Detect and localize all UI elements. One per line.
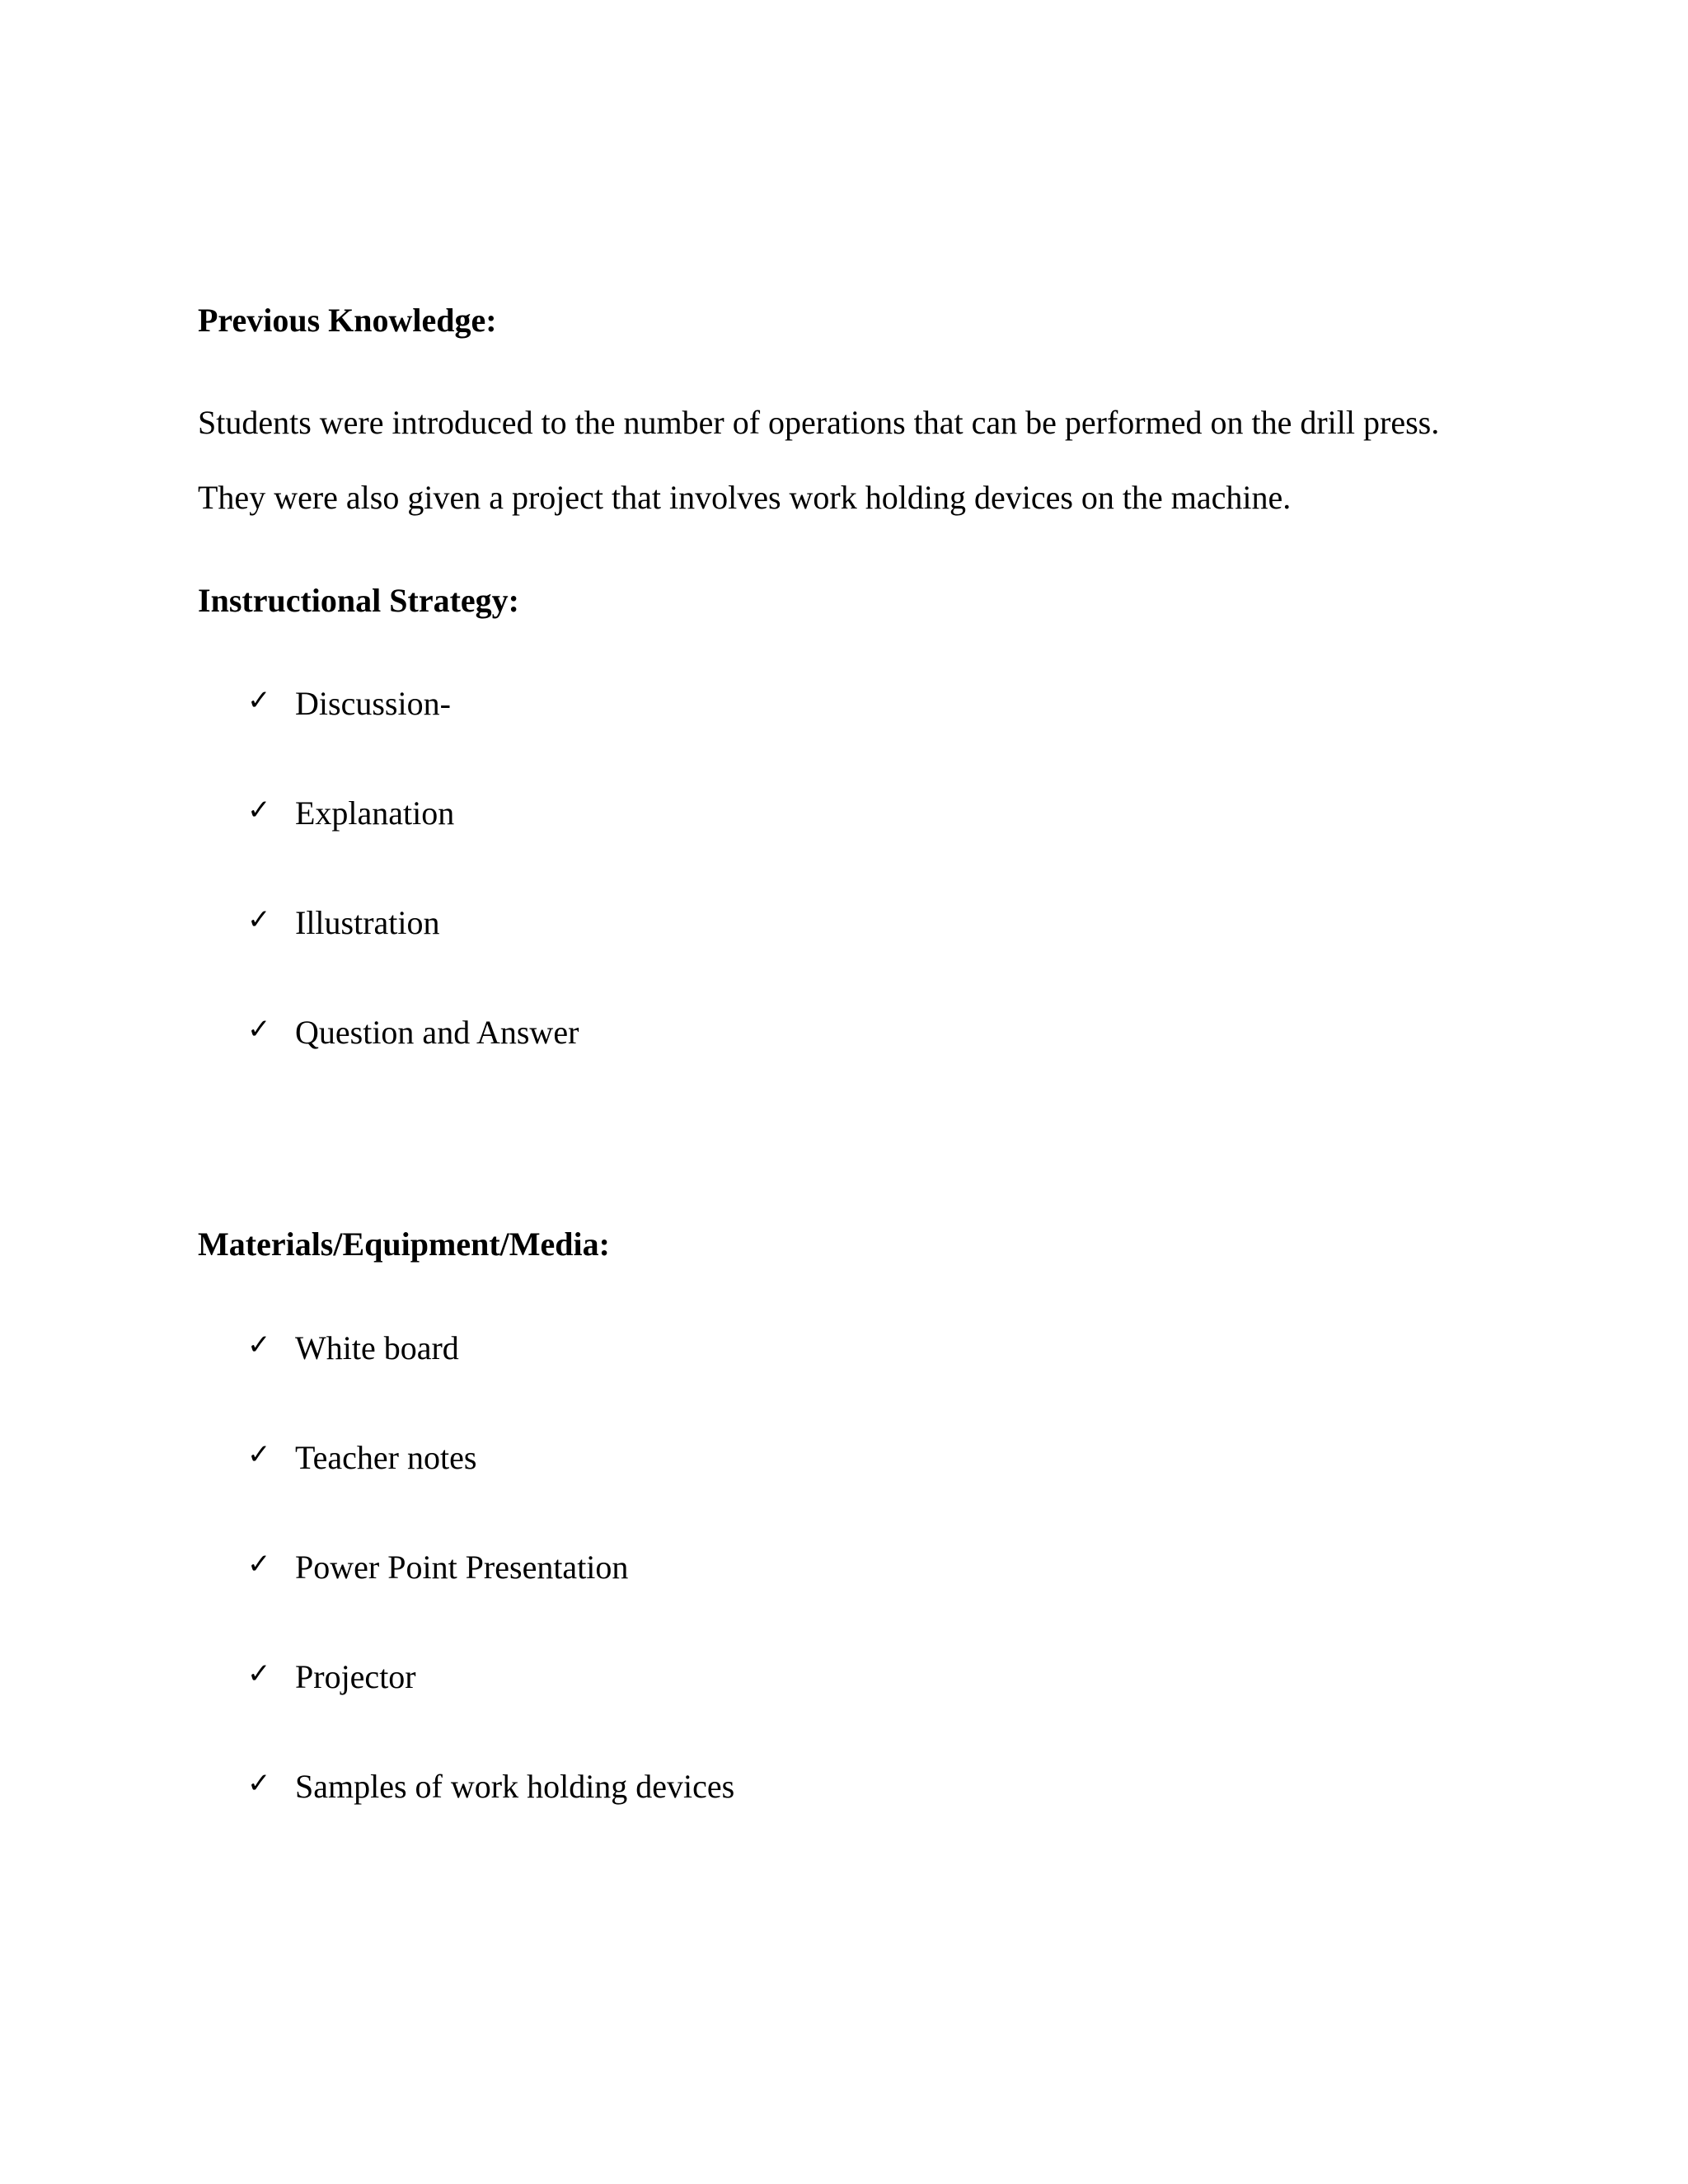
- check-icon: ✓: [247, 794, 271, 827]
- check-icon: ✓: [247, 1329, 271, 1361]
- previous-knowledge-heading: Previous Knowledge:: [198, 302, 497, 339]
- materials-heading: Materials/Equipment/Media:: [198, 1226, 610, 1263]
- check-icon: ✓: [247, 1438, 271, 1471]
- check-icon: ✓: [247, 1657, 271, 1690]
- check-icon: ✓: [247, 1013, 271, 1046]
- instructional-strategy-heading: Instructional Strategy:: [198, 582, 519, 619]
- previous-knowledge-line-1: Students were introduced to the number of operations that can be performed on the drill press.: [198, 404, 1440, 441]
- strategy-item-label: Explanation: [295, 794, 455, 832]
- check-icon: ✓: [247, 1548, 271, 1581]
- materials-item-label: Power Point Presentation: [295, 1549, 629, 1586]
- check-icon: ✓: [247, 903, 271, 936]
- check-icon: ✓: [247, 1767, 271, 1800]
- materials-item-label: Teacher notes: [295, 1439, 477, 1476]
- materials-item-label: Samples of work holding devices: [295, 1768, 735, 1805]
- strategy-item-label: Discussion-: [295, 685, 451, 722]
- materials-item-label: Projector: [295, 1658, 416, 1695]
- strategy-item-label: Illustration: [295, 904, 440, 941]
- strategy-item-label: Question and Answer: [295, 1014, 579, 1051]
- previous-knowledge-line-2: They were also given a project that involves work holding devices on the machine.: [198, 479, 1292, 516]
- check-icon: ✓: [247, 684, 271, 717]
- materials-item-label: White board: [295, 1329, 459, 1366]
